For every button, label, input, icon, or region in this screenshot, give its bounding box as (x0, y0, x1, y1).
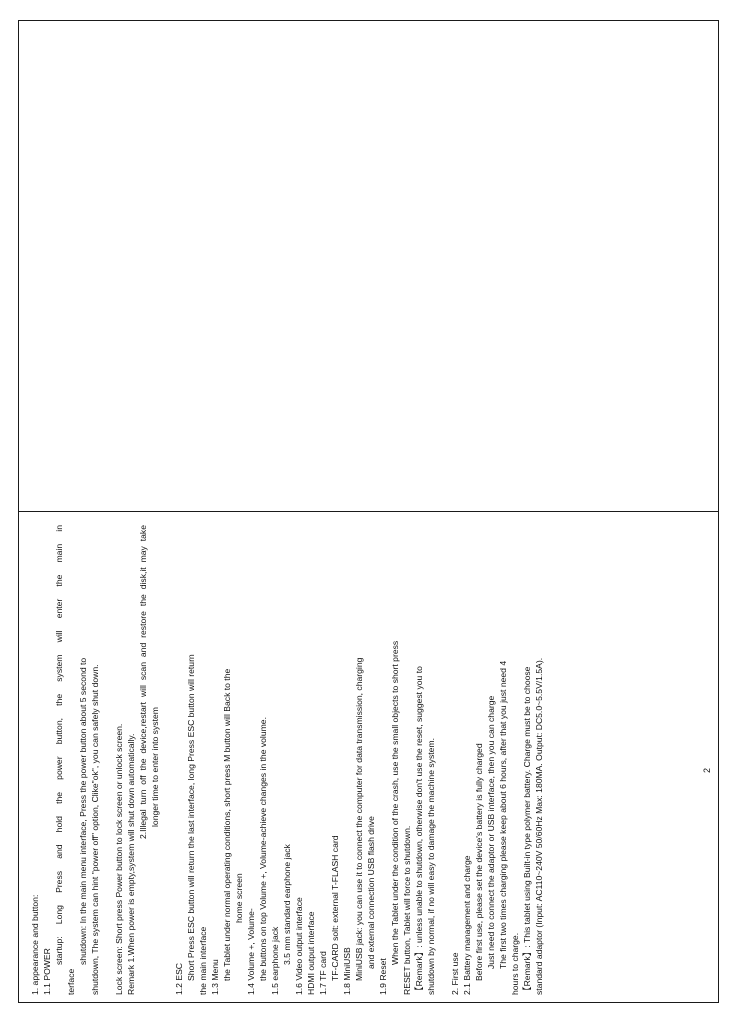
text-line: HDMI output interface (306, 911, 316, 995)
text-line: and external connection USB flash drive (366, 816, 376, 969)
rotated-manual-page (30, 525, 730, 995)
text-line: 【Remark】: This tablet using Built-in type polymer battery. Charge must be to choose (522, 666, 532, 995)
text-line: 2.Illegal turn off the device,restart will scan and restore the disk,it may take (138, 525, 148, 839)
text-line: Remark 1.When power is empty,system will shut down automatically. (126, 733, 136, 995)
text-line: shutdown by normal, if no will easy to damage the machine system. (426, 738, 436, 995)
text-line: Before first use, please set the device's battery is fully charged (474, 743, 484, 981)
text-line: TF-CARD solt: external T-FLASH card (330, 835, 340, 981)
text-line: 3.5 mm standard earphone jack (282, 844, 292, 965)
text-line: hours to charge. (510, 932, 520, 995)
text-line: home screen (234, 873, 244, 923)
text-line: 1.8 MiniUSB (342, 947, 352, 995)
text-line: startup: Long Press and hold the power button, the system will enter the main in (54, 525, 64, 965)
text-line: the buttons on top Volume +, Volume-achieve changes in the volume. (258, 717, 268, 981)
text-line: 1.4 Volume +, Volume- (246, 908, 256, 995)
text-line: 2. First use (450, 952, 460, 995)
text-line: shutdown, The system can hint "power off" option, Clike"ok", you can safely shut down. (90, 664, 100, 995)
text-line: 1.6 Video output interface (294, 897, 304, 995)
text-line: 1.3 Menu (210, 959, 220, 995)
text-line: shutdown: In the main menu interface, Press the power button about 5 second to (78, 657, 88, 965)
text-line: 1. appearance and button: (30, 894, 40, 995)
text-line: 1.1 POWER (42, 948, 52, 995)
text-line: Short Press ESC button will return the last interface, long Press ESC button will return (186, 654, 196, 981)
text-line: Just need to connect the adaptor or USB interface, then you can charge (486, 695, 496, 969)
text-line: terface (66, 968, 76, 995)
page-divider (18, 511, 719, 512)
text-line: Lock screen: Short press Power button to lock screen or unlock screen. (114, 723, 124, 995)
text-line: the main interface (198, 926, 208, 995)
text-line: 1.2 ESC (174, 962, 184, 995)
text-line: When the Tablet under the condition of the crash, use the small objects to short press (390, 640, 400, 965)
text-line: 1.7 TF card (318, 951, 328, 995)
text-line: longer time to enter into system (150, 707, 160, 827)
text-line: RESET button, Tablet will force to shutdown. (402, 825, 412, 995)
text-line: 1.5 earphone jack (270, 926, 280, 995)
text-line: 2.1 Battery management and charge (462, 855, 472, 995)
page-number: 2 (702, 767, 712, 773)
text-line: The first two times charging please keep about 6 hours, after that you just need 4 (498, 660, 508, 969)
text-line: standard adaptor (Input: AC110~240V 50/60Hz Max: 180MA. Output: DC5.0~5.5V/1.5A). (534, 657, 544, 995)
text-line: 1.9 Reset (378, 958, 388, 995)
text-line: 【Remark】: unless unable to shutdown, otherwise don't use the reset, suggest you to (414, 666, 424, 995)
text-line: the Tablet under normal operating conditions, short press M button will Back to the (222, 668, 232, 981)
text-line: MiniUSB jack: you can use it to connect the computer for data transmission, charging (354, 657, 364, 981)
